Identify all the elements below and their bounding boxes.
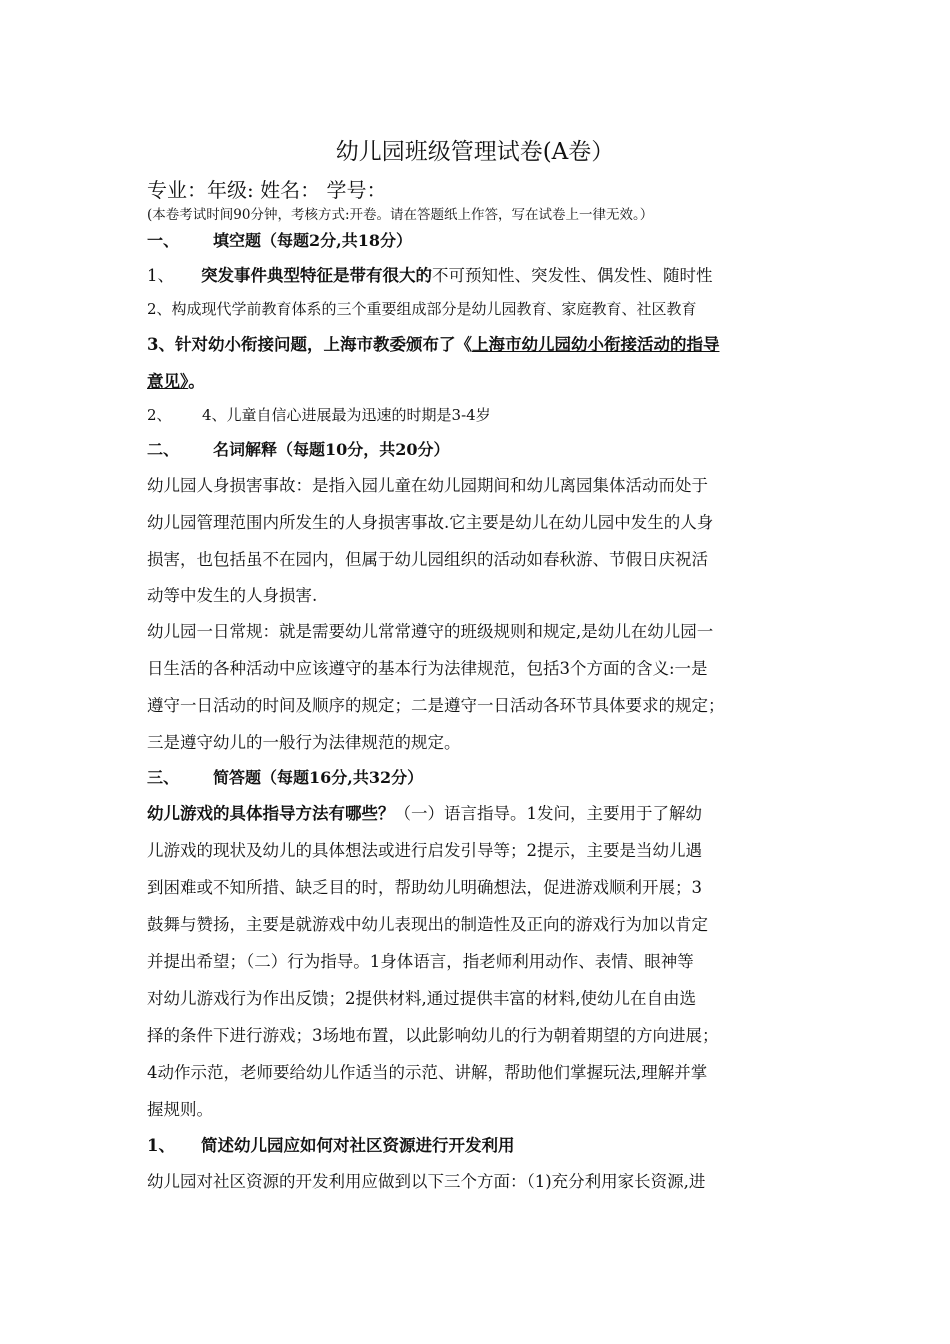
section-heading-short-answer: [147, 765, 812, 788]
short-answer-1-line: 到困难或不知所措、缺乏目的时，帮助幼儿明确想法，促进游戏顺利开展；3: [147, 878, 702, 897]
question-stem: 3、针对幼小衔接问题，上海市教委颁布了《: [147, 335, 472, 354]
answer-text: （一）语言指导。1发问，主要用于了解幼: [394, 804, 702, 823]
term-paragraph-1-line: 损害，也包括虽不在园内，但属于幼儿园组织的活动如春秋游、节假日庆祝活: [147, 550, 708, 569]
short-answer-1-line: 择的条件下进行游戏；3场地布置，以此影响幼儿的行为朝着期望的方向进展；: [147, 1026, 719, 1045]
section-number: 三、: [147, 768, 180, 787]
short-answer-2-line: 幼儿园对社区资源的开发利用应做到以下三个方面：（1)充分利用家长资源,进: [147, 1172, 706, 1191]
term-paragraph-1-line: 动等中发生的人身损害.: [147, 586, 318, 605]
section-number: 二、: [147, 440, 180, 459]
question-stem: 简述幼儿园应如何对社区资源进行开发利用: [201, 1136, 515, 1155]
question-number: 1、: [147, 1136, 175, 1155]
term-paragraph-2-line: 三是遵守幼儿的一般行为法律规范的规定。: [147, 733, 461, 752]
fill-question-4: [147, 404, 812, 425]
short-answer-1-line: 儿游戏的现状及幼儿的具体想法或进行启发引导等；2提示，主要是当幼儿遇: [147, 841, 702, 860]
fill-question-3-line-2: [147, 368, 812, 392]
student-info-line: 专业：年级: 姓名： 学号：: [147, 178, 387, 202]
short-answer-1-line: 鼓舞与赞扬，主要是就游戏中幼儿表现出的制造性及正向的游戏行为加以肯定: [147, 915, 708, 934]
question-stem: 突发事件典型特征是带有很大的: [201, 266, 432, 285]
section-heading-term-definition: [147, 437, 812, 460]
question-answer: 不可预知性、突发性、偶发性、随时性: [432, 266, 713, 285]
section-heading-fill-blank: [147, 228, 812, 251]
document-title-underlined: 上海市幼儿园幼小衔接活动的指导: [471, 335, 720, 354]
punctuation: 。: [188, 372, 205, 391]
fill-question-3-line-1: [147, 331, 812, 355]
section-title: 简答题（每题16分,共32分）: [213, 768, 424, 787]
short-answer-1-line: [147, 800, 812, 824]
short-answer-1-line: 握规则。: [147, 1100, 213, 1119]
question-number: 1、: [147, 266, 174, 285]
question-stem: 幼儿游戏的具体指导方法有哪些？: [147, 804, 395, 823]
document-title-underlined: 意见》: [147, 372, 189, 391]
fill-question-1: [147, 262, 812, 286]
short-answer-1-line: 并提出希望；（二）行为指导。1身体语言，指老师利用动作、表情、眼神等: [147, 952, 694, 971]
term-paragraph-2-line: 幼儿园一日常规：就是需要幼儿常常遵守的班级规则和规定,是幼儿在幼儿园一: [147, 622, 714, 641]
term-paragraph-2-line: 日生活的各种活动中应该遵守的基本行为法律规范，包括3个方面的含义:一是: [147, 659, 708, 678]
short-question-2: [147, 1132, 812, 1156]
short-answer-1-line: 对幼儿游戏行为作出反馈；2提供材料,通过提供丰富的材料,使幼儿在自由选: [147, 989, 696, 1008]
section-number: 一、: [147, 231, 180, 250]
question-text: 4、儿童自信心进展最为迅速的时期是3-4岁: [202, 406, 491, 424]
page-title: 幼儿园班级管理试卷(A卷）: [335, 139, 615, 165]
term-paragraph-1-line: 幼儿园管理范围内所发生的人身损害事故.它主要是幼儿在幼儿园中发生的人身: [147, 513, 714, 532]
section-title: 名词解释（每题10分，共20分）: [213, 440, 450, 459]
section-title: 填空题（每题2分,共18分）: [213, 231, 412, 250]
fill-question-2: 2、构成现代学前教育体系的三个重要组成部分是幼儿园教育、家庭教育、社区教育: [147, 300, 697, 318]
exam-note: (本卷考试时间90分钟，考核方式:开卷。请在答题纸上作答，写在试卷上一律无效。）: [147, 207, 654, 223]
question-number: 2、: [147, 406, 172, 424]
term-paragraph-1-line: 幼儿园人身损害事故：是指入园儿童在幼儿园期间和幼儿离园集体活动而处于: [147, 476, 708, 495]
term-paragraph-2-line: 遵守一日活动的时间及顺序的规定；二是遵守一日活动各环节具体要求的规定；: [147, 696, 725, 715]
short-answer-1-line: 4动作示范，老师要给幼儿作适当的示范、讲解，帮助他们掌握玩法,理解并掌: [147, 1063, 708, 1082]
